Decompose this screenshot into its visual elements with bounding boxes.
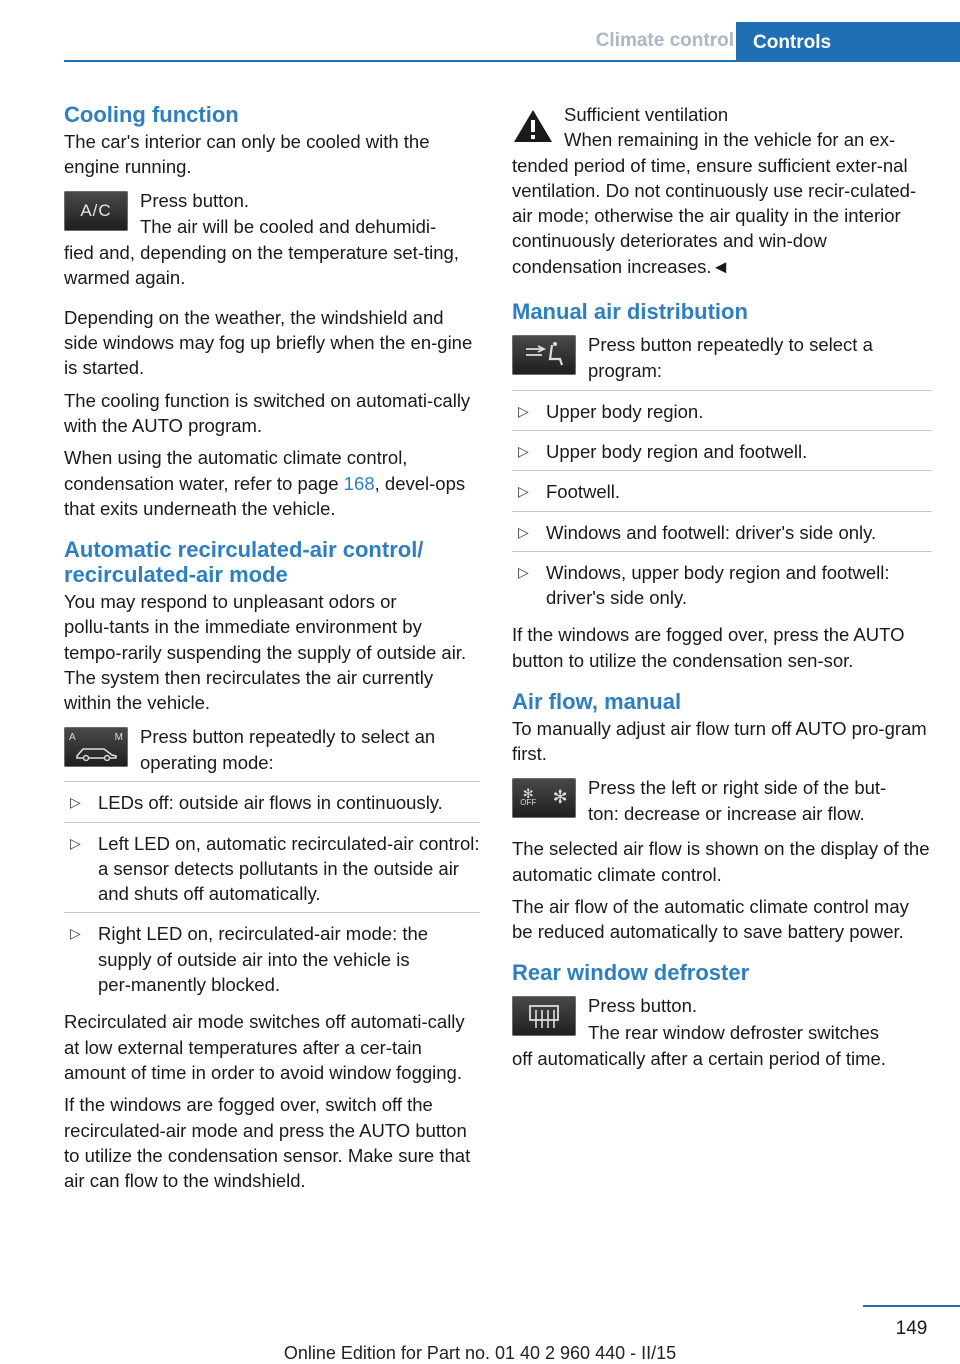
paragraph: Recirculated air mode switches off automati‑cally at low external temperatures after a cer‑tain amount of time in order to avoid window fogging.: [64, 1011, 465, 1083]
list-item: ▷ LEDs off: outside air flows in continuously.: [64, 782, 480, 822]
paragraph: The air flow of the automatic climate control may be reduced automatically to save battery power.: [512, 895, 909, 943]
instruction-line: The air will be cooled and dehumidi‑: [140, 215, 437, 237]
instruction-line: Press button repeatedly to select an: [140, 725, 436, 747]
warning-note: [512, 102, 932, 279]
ac-button-label: A/C: [80, 200, 112, 220]
paragraph: To manually adjust air flow turn off AUTO pro‑gram first.: [512, 718, 927, 765]
instruction-line: Press the left or right side of the but‑: [588, 776, 887, 798]
header-rule: [64, 60, 960, 62]
warning-body: tended period of time, ensure sufficient exter‑nal ventilation. Do not continuously use recir‑culated-air mode; otherwise the air quality in the interior continuously deteriorates and win‑dow condensation increases.◄: [512, 154, 917, 277]
instruction-line: program:: [588, 360, 663, 382]
instruction-line: Press button.: [140, 189, 250, 211]
recirc-mode-list: [64, 781, 480, 1003]
warning-triangle-icon: [512, 108, 554, 144]
heading-rear-window-defroster: Rear window defroster: [512, 960, 750, 986]
car-recirculation-icon: [74, 743, 118, 761]
paragraph: The cooling function is switched on automati‑cally with the AUTO program.: [64, 389, 471, 436]
air-distribution-button-row: [512, 332, 932, 384]
paragraph-with-page-ref: When using the automatic climate control, condensation water, refer to page 168, devel‑ops that exits underneath the vehicle.: [64, 447, 466, 519]
running-header-section: Climate control: [595, 30, 734, 51]
paragraph: If the windows are fogged over, switch off the recirculated-air mode and press the AUTO button to utilize the condensation sensor. Make sure that air can flow to the windshield.: [64, 1094, 471, 1192]
footer-rule: [863, 1305, 960, 1307]
right-column: [512, 102, 932, 1078]
heading-manual-air-distribution: Manual air distribution: [512, 299, 748, 325]
warning-line: When remaining in the vehicle for an ex‑: [564, 129, 896, 151]
ac-button-icon: [64, 191, 128, 231]
paragraph: You may respond to unpleasant odors or pollu‑tants in the immediate environment by tempo‑rarily suspending the supply of outside air. The system then recirculates the air currently within the vehicle.: [64, 591, 467, 714]
recirculation-button-icon: A M: [64, 727, 128, 767]
paragraph: Depending on the weather, the windshield and side windows may fog up briefly when the en‑gine is started.: [64, 306, 473, 379]
rear-defroster-button-icon: [512, 996, 576, 1036]
paragraph: fied and, depending on the temperature set‑ting, warmed again.: [64, 242, 459, 289]
paragraph: The car's interior can only be cooled with the engine running.: [64, 131, 430, 178]
left-column: [64, 102, 480, 1200]
instruction-line: The rear window defroster switches: [588, 1021, 879, 1043]
fan-large-icon: ✻: [552, 786, 568, 807]
paragraph: If the windows are fogged over, press the AUTO button to utilize the condensation sen‑sor.: [512, 624, 905, 671]
heading-recirculated-air: Automatic recirculated-air control/ recirculated-air mode: [64, 537, 424, 588]
fan-small-icon: ✻: [522, 785, 534, 801]
list-item: ▷ Left LED on, automatic recirculated-air control: a sensor detects pollutants in the outside air and shuts off automatically.: [64, 823, 480, 914]
air-flow-off-label: OFF: [520, 797, 537, 807]
list-item: ▷ Windows and footwell: driver's side only.: [512, 512, 932, 552]
list-item: ▷ Footwell.: [512, 471, 932, 511]
paragraph: The selected air flow is shown on the display of the automatic climate control.: [512, 838, 930, 885]
heading-cooling-function: Cooling function: [64, 102, 239, 127]
list-item: ▷ Windows, upper body region and footwell: driver's side only.: [512, 552, 932, 617]
recirc-button-row: [64, 724, 480, 776]
instruction-line: Press button.: [588, 995, 698, 1017]
list-item: ▷ Upper body region.: [512, 391, 932, 431]
instruction-line: Press button repeatedly to select a: [588, 334, 873, 356]
page-reference-link[interactable]: 168: [343, 472, 375, 494]
list-item: ▷ Upper body region and footwell.: [512, 431, 932, 471]
ac-button-row: [64, 188, 480, 240]
heading-air-flow-manual: Air flow, manual: [512, 689, 682, 715]
running-header-tab: Controls: [736, 22, 960, 62]
air-distribution-program-list: [512, 390, 932, 617]
edition-note: Online Edition for Part no. 01 40 2 960 440 - II/15: [283, 1343, 677, 1363]
air-distribution-button-icon: [512, 335, 576, 375]
instruction-line: ton: decrease or increase air flow.: [588, 802, 865, 824]
page-number: 149: [895, 1318, 928, 1339]
instruction-line: operating mode:: [140, 751, 274, 773]
warning-title: Sufficient ventilation: [564, 104, 729, 125]
air-flow-button-row: [512, 775, 932, 827]
rear-window-heating-icon: [524, 1002, 564, 1030]
paragraph: off automatically after a certain period of time.: [512, 1048, 886, 1070]
seat-airflow-icon: [522, 341, 566, 369]
air-flow-button-icon: [512, 778, 576, 818]
list-item: ▷ Right LED on, recirculated-air mode: the supply of outside air into the vehicle is per‑manently blocked.: [64, 913, 480, 1003]
defroster-button-row: [512, 993, 932, 1045]
